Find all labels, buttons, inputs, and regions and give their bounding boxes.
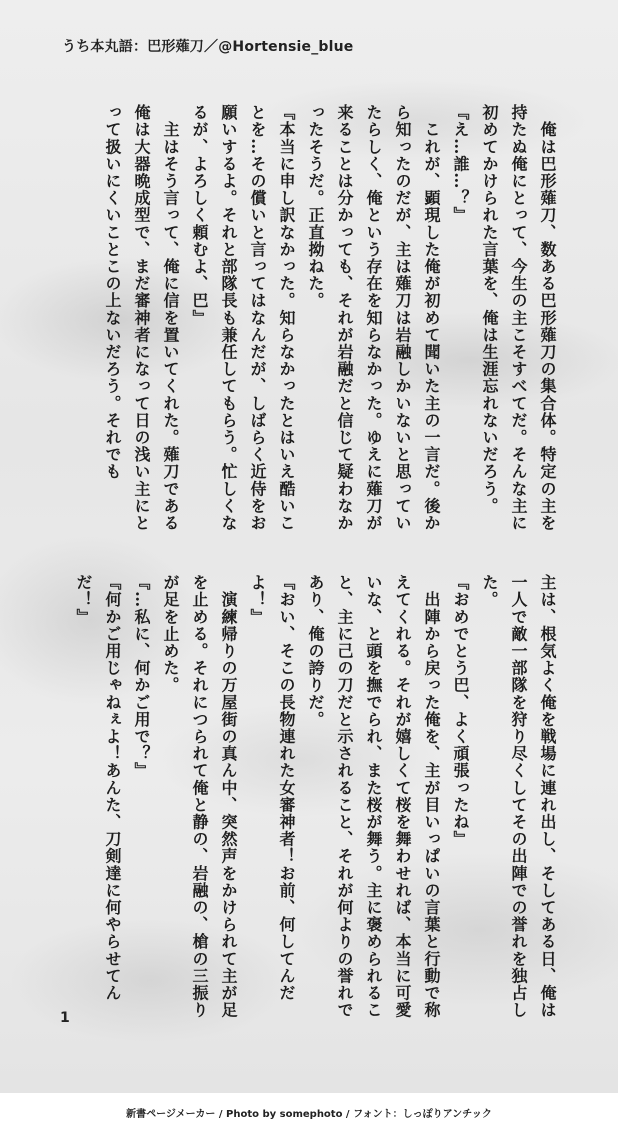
paragraph: 出陣から戻った俺を、主が目いっぱいの言葉と行動で称えてくれる。それが嬉しくて桜を舞わせれば、本当に可愛いな、と頭を撫でられ、また桜が舞う。主に褒められること、主に己の刀だと示されること、それが何よりの誉れであり、俺の誇りだ。: [306, 574, 441, 1019]
text-block-top: [52, 104, 562, 536]
paragraph: 『え…誰…？』: [451, 104, 470, 224]
paragraph: 主はそう言って、俺に信を置いてくれた。薙刀である俺は大器晩成型で、まだ審神者になって日の浅い主にとって扱いにくいことこの上ないだろう。それでも: [103, 104, 180, 532]
footer-credit: 新書ページメーカー / Photo by somephoto / フォント：しっぽりアンチック: [126, 1109, 492, 1120]
paragraph: 俺は巴形薙刀、数ある巴形薙刀の集合体。特定の主を持たぬ俺にとって、今生の主こそすべてだ。そんな主に初めてかけられた言葉を、俺は生涯忘れないだろう。: [480, 104, 557, 532]
paragraph: 『おい、そこの長物連れた女審神者！お前、何してんだよ！』: [248, 574, 296, 1002]
paragraph: 演練帰りの万屋街の真ん中、突然声をかけられて主が足を止める。それにつられて俺と静の、岩融の、槍の三振りが足を止めた。: [161, 574, 238, 1019]
footer: [0, 1093, 618, 1132]
paragraph: 主は、根気よく俺を戦場に連れ出し、そしてある日、俺は一人で敵一部隊を狩り尽くしてその出陣での誉れを独占した。: [480, 574, 557, 1019]
page-number: 1: [60, 1010, 70, 1026]
paragraph: 『おめでとう巴、よく頑張ったね』: [451, 574, 470, 848]
paragraph: 『本当に申し訳なかった。知らなかったとはいえ酷いことを…その償いと言ってはなんだが、しばらく近侍をお願いするよ。それと部隊長も兼任してもらう。忙しくなるが、よろしく頼むよ、巴』: [190, 104, 296, 532]
paragraph: 『…私に、何かご用で？』: [132, 574, 151, 780]
paragraph: これが、顕現した俺が初めて聞いた主の一言だ。後から知ったのだが、主は薙刀は岩融しかいないと思っていたらしく、俺という存在を知らなかった。ゆえに薙刀が来ることは分かっても、それが岩融だと信じて疑わなかったそうだ。正直拗ねた。: [306, 104, 441, 532]
text-block-bottom: [52, 574, 562, 1032]
header-title: うち本丸語：巴形薙刀／@Hortensie_blue: [62, 39, 354, 55]
paragraph: 『何かご用じゃねぇよ！あんた、刀剣達に何やらせてんだ！』: [74, 574, 122, 1002]
